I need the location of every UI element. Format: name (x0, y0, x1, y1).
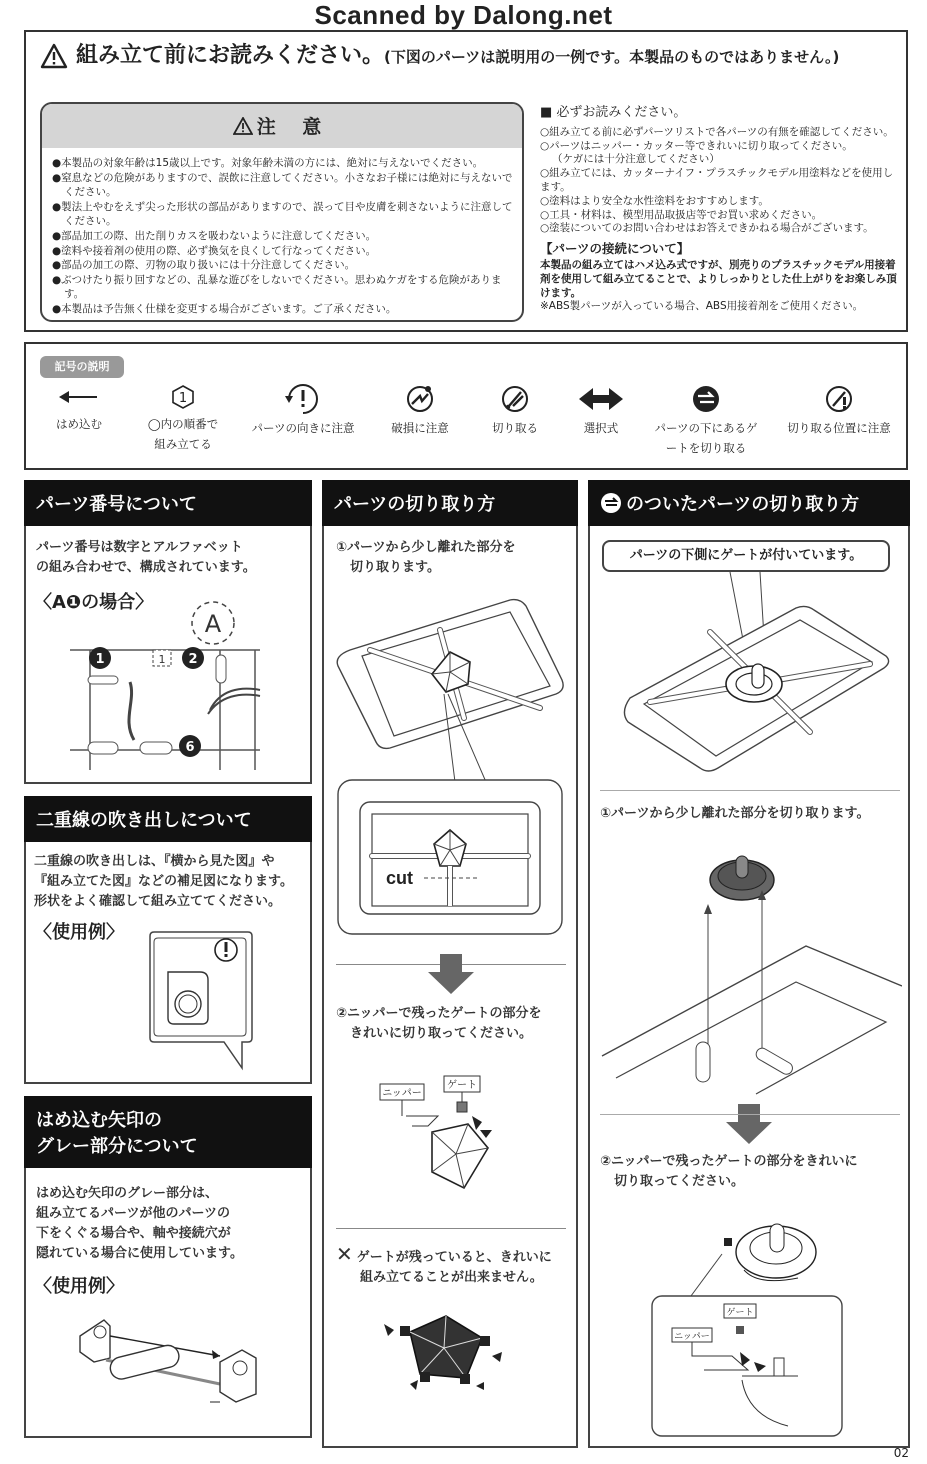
part-number-6: 6 (185, 740, 195, 755)
page-title-note: (下図のパーツは説明用の一例です。本製品のものではありません。) (384, 48, 840, 66)
cutting-runner-illustration (330, 590, 570, 944)
part-number-example: 〈A❶の場合〉 (34, 592, 154, 613)
cut-icon (493, 384, 537, 414)
double-line-text-2: 『組み立てた図』などの補足図になります。 (34, 874, 293, 889)
symbol-under-gate (648, 384, 764, 458)
cutting-warning-line1: ゲートが残っていると、きれいに (356, 1250, 552, 1265)
under-gate-header (588, 480, 910, 526)
read-note-item: ○組み立てる前に必ずパーツリストで各パーツの有無を確認してください。 (540, 125, 894, 138)
gray-arrow-example: 〈使用例〉 (34, 1276, 124, 1297)
symbol-direction-label: パーツの向きに注意 (251, 421, 355, 435)
double-line-title: 二重線の吹き出しについて (36, 810, 252, 831)
symbol-insert-label: はめ込む (56, 417, 102, 431)
caution-title (42, 112, 522, 139)
double-line-header (24, 796, 312, 842)
page-number: 02 (893, 1446, 909, 1460)
cutting-step1 (336, 538, 572, 578)
page-title (40, 38, 900, 69)
symbol-breakage-label: 破損に注意 (391, 421, 449, 435)
symbol-legend-tag: 記号の説明 (40, 356, 124, 378)
under-gate-nipper-illustration (648, 1200, 900, 1438)
symbol-order-label: ◯内の順番で組み立てる (147, 417, 219, 451)
read-notes (540, 106, 902, 314)
under-gate-cut-illustration (596, 846, 902, 1096)
under-gate-step2-line2: 切り取ってください。 (614, 1174, 745, 1189)
cut-label: cut (386, 868, 413, 888)
symbol-under-gate-label: パーツの下にあるゲートを切り取る (654, 421, 758, 455)
under-gate-step1: ①パーツから少し離れた部分を切り取ります。 (600, 806, 870, 821)
gray-arrow-text (36, 1184, 306, 1264)
cutting-title: パーツの切り取り方 (334, 494, 496, 515)
breakage-warning-icon (398, 384, 442, 414)
read-notes-heading: ■ 必ずお読みください。 (540, 105, 687, 120)
warning-triangle-icon (233, 117, 253, 135)
abs-note: ※ABS製パーツが入っている場合、ABS用接着剤をご使用ください。 (540, 300, 864, 313)
symbol-order (140, 384, 226, 454)
double-line-text-3: 形状をよく確認して組み立ててください。 (34, 894, 282, 909)
symbol-breakage (382, 384, 458, 438)
svg-text:1: 1 (178, 391, 188, 406)
down-arrow-icon (726, 1104, 772, 1144)
cutting-warning (336, 1244, 572, 1288)
cutting-step1-line1: ①パーツから少し離れた部分を (336, 540, 516, 555)
under-gate-callout: パーツの下側にゲートが付いています。 (602, 540, 890, 572)
symbol-cut-position-label: 切り取る位置に注意 (787, 421, 891, 435)
divider (600, 790, 900, 791)
caution-item: ●部品の加工の際、刃物の取り扱いには十分注意してください。 (52, 259, 356, 272)
gray-arrow-text-3: 下をくぐる場合や、軸や接続穴が (36, 1226, 231, 1241)
read-note-item: ○組み立てには、カッターナイフ・プラスチックモデル用塗料などを使用します。 (540, 167, 894, 193)
double-line-text (34, 852, 310, 912)
gate-label: ゲート (726, 1308, 754, 1318)
part-number-text (36, 538, 306, 578)
part-number-text-2: の組み合わせで、構成されています。 (36, 560, 256, 575)
part-small-number: 1 (158, 653, 166, 666)
read-note-item: （ケガには十分注意してください） (552, 153, 720, 166)
symbol-choice (566, 384, 636, 438)
under-gate-step2 (600, 1152, 904, 1192)
cutting-step2-line2: きれいに切り取ってください。 (350, 1026, 533, 1041)
double-line-example: 〈使用例〉 (34, 922, 124, 943)
symbol-direction (242, 384, 364, 438)
caution-item: ●製法上やむをえず尖った形状の部品がありますので、誤って目や皮膚を刺さないように注意してください。 (52, 200, 513, 228)
under-gate-title: のついたパーツの切り取り方 (626, 494, 860, 515)
cutting-warning-line2: 組み立てることが出来ません。 (360, 1270, 543, 1285)
cutting-header (322, 480, 578, 526)
gray-arrow-title-2: グレー部分について (36, 1136, 198, 1157)
under-gate-step2-line1: ②ニッパーで残ったゲートの部分をきれいに (600, 1154, 858, 1169)
under-gate-runner-illustration (600, 572, 900, 782)
bad-gate-illustration (380, 1302, 506, 1392)
part-number-1: 1 (95, 652, 105, 667)
page-title-text: 組み立て前にお読みください。 (76, 43, 385, 68)
gray-arrow-header (24, 1096, 312, 1168)
gate-label: ゲート (447, 1080, 477, 1091)
caution-item: ●本製品は予告無く仕様を変更する場合がございます。ご了承ください。 (52, 302, 397, 315)
symbol-cut-position (778, 384, 900, 438)
symbol-insert (44, 384, 114, 434)
read-note-item: ○パーツはニッパー・カッター等できれいに切り取ってください。 (540, 139, 853, 152)
caution-item: ●部品加工の際、出た削りカスを吸わないように注意してください。 (52, 229, 377, 242)
caution-item: ●塗料や接着剤の使用の際、必ず換気を良くして行なってください。 (52, 244, 377, 257)
symbol-cut (480, 384, 550, 438)
gray-arrow-title-1: はめ込む矢印の (36, 1110, 162, 1131)
part-number-2: 2 (188, 652, 198, 667)
nipper-label: ニッパー (674, 1332, 710, 1342)
down-arrow-icon (428, 954, 474, 994)
x-mark-icon: ✕ (336, 1242, 353, 1266)
connect-text: 本製品の組み立てはハメ込み式ですが、別売りのプラスチックモデル用接着剤を使用して組み立てることで、よりしっかりとした仕上がりをお楽しみ頂けます。 (540, 258, 897, 299)
read-note-item: ○塗装についてのお問い合わせはお答えできかねる場合がございます。 (540, 222, 874, 235)
connect-heading: 【パーツの接続について】 (540, 241, 690, 257)
scan-credit (0, 0, 927, 31)
double-line-text-1: 二重線の吹き出しは、『横から見た図』や (34, 854, 275, 869)
caution-item: ●ぶつけたり振り回すなどの、乱暴な遊びをしないでください。思わぬケガをする危険があります。 (52, 273, 502, 301)
part-letter-a: A (204, 610, 222, 638)
gray-arrow-text-4: 隠れている場合に使用しています。 (36, 1246, 243, 1261)
arrow-left-icon (57, 384, 101, 410)
cutting-step1-line2: 切り取ります。 (350, 560, 440, 575)
under-gate-icon (684, 384, 728, 414)
scan-credit-text: Scanned by Dalong.net (309, 0, 619, 32)
gray-arrow-text-2: 組み立てるパーツが他のパーツの (36, 1206, 230, 1221)
read-note-item: ○塗料はより安全な水性塗料をおすすめします。 (540, 194, 769, 207)
cutting-step2-line1: ②ニッパーで残ったゲートの部分を (336, 1006, 542, 1021)
cut-position-icon (817, 384, 861, 414)
gray-arrow-illustration (70, 1306, 270, 1418)
nipper-gate-illustration (376, 1072, 506, 1196)
under-gate-icon (600, 492, 622, 514)
callout-example-illustration (146, 928, 256, 1074)
caution-item: ●窒息などの危険がありますので、誤飲に注意してください。小さなお子様には絶対に与えないでください。 (52, 171, 513, 199)
divider (336, 1228, 566, 1229)
caution-list (52, 156, 518, 317)
nipper-label: ニッパー (382, 1088, 422, 1099)
cutting-step2 (336, 1004, 572, 1044)
caution-item: ●本製品の対象年齢は15歳以上です。対象年齢未満の方には、絶対に与えないでください。 (52, 157, 484, 169)
part-number-header (24, 480, 312, 526)
part-number-text-1: パーツ番号は数字とアルファベット (36, 540, 243, 555)
caution-title-text: 注 意 (256, 116, 332, 138)
symbol-choice-label: 選択式 (583, 421, 619, 435)
order-number-icon (161, 384, 205, 410)
symbol-cut-label: 切り取る (492, 421, 538, 435)
divider (600, 1114, 900, 1115)
part-number-title: パーツ番号について (36, 494, 197, 515)
warning-triangle-icon (40, 43, 68, 69)
direction-warning-icon (281, 384, 325, 414)
runner-illustration (60, 600, 280, 776)
gray-arrow-text-1: はめ込む矢印のグレー部分は、 (36, 1186, 219, 1201)
read-note-item: ○工具・材料は、模型用品取扱店等でお買い求めください。 (540, 208, 823, 221)
choice-arrows-icon (577, 384, 625, 414)
